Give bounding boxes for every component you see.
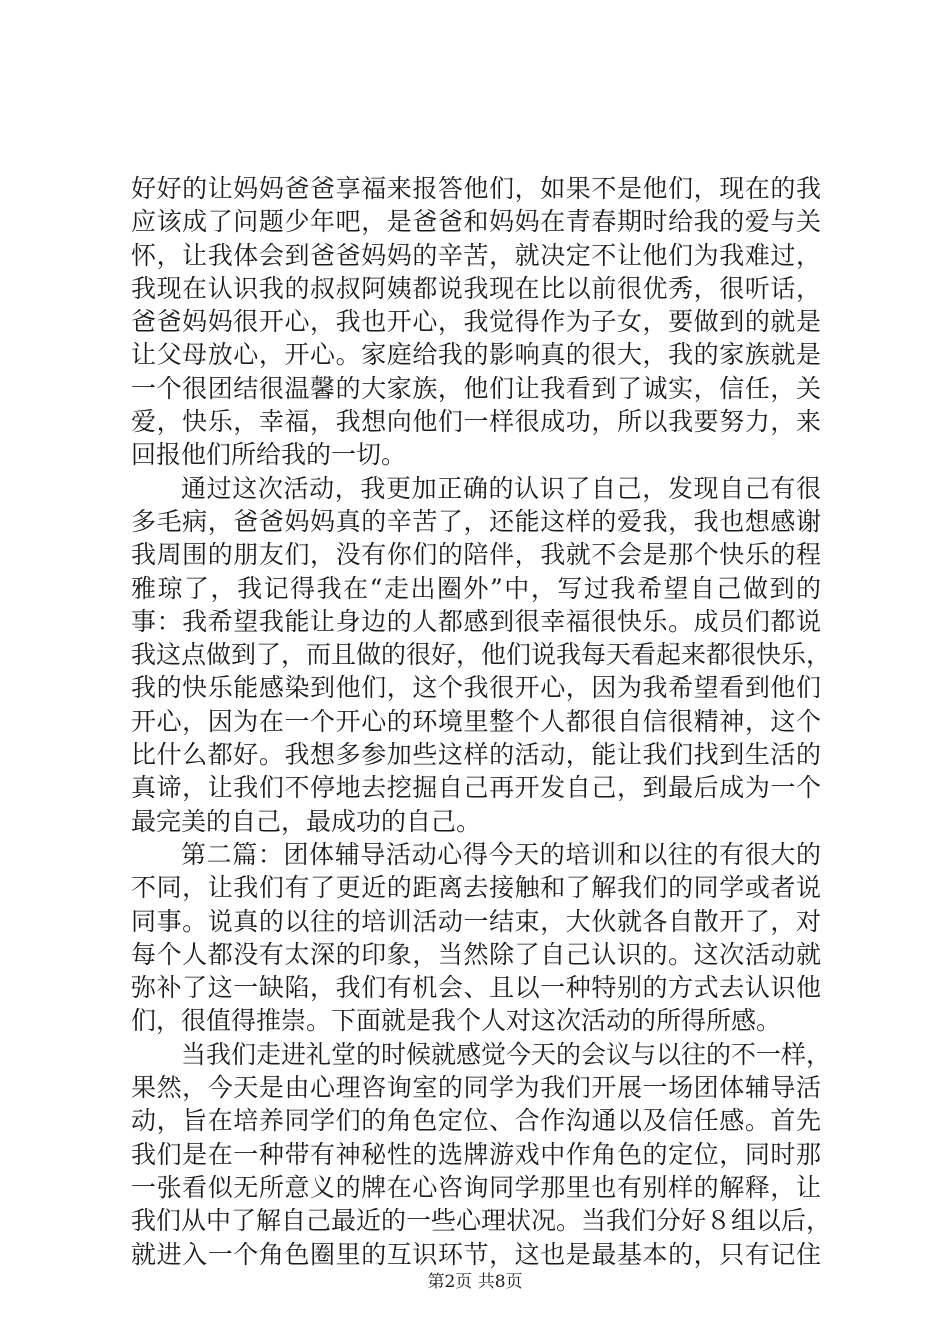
text-line: 我的快乐能感染到他们，这个我很开心，因为我希望看到他们 bbox=[131, 673, 821, 703]
page-number-footer: 第2页 共8页 bbox=[427, 1272, 523, 1292]
text-line: 一个很团结很温馨的大家族，他们让我看到了诚实，信任，关 bbox=[131, 373, 821, 403]
paragraph-1 bbox=[131, 172, 821, 472]
text-line: 我们从中了解自己最近的一些心理状况。当我们分好８组以后， bbox=[131, 1206, 832, 1236]
text-line: 一张看似无所意义的牌在心咨询同学那里也有别样的解释，让 bbox=[131, 1172, 821, 1202]
text-line: 雅琼了，我记得我在“走出圈外”中，写过我希望自己做到的 bbox=[131, 573, 821, 603]
text-line: 事：我希望我能让身边的人都感到很幸福很快乐。成员们都说 bbox=[131, 606, 821, 636]
text-line: 最完美的自己，最成功的自己。 bbox=[131, 806, 482, 836]
text-line: 同事。说真的以往的培训活动一结束，大伙就各自散开了，对 bbox=[131, 906, 821, 936]
paragraph-3 bbox=[131, 838, 821, 1038]
text-line: 爸爸妈妈很开心，我也开心，我觉得作为子女，要做到的就是 bbox=[131, 307, 821, 337]
text-line: 开心，因为在一个开心的环境里整个人都很自信很精神，这个 bbox=[131, 706, 821, 736]
paragraph-2 bbox=[131, 472, 832, 838]
text-line: 们，很值得推崇。下面就是我个人对这次活动的所得所感。 bbox=[131, 1006, 782, 1036]
text-line: 通过这次活动，我更加正确的认识了自己，发现自己有很 bbox=[181, 473, 821, 503]
text-line: 第二篇：团体辅导活动心得今天的培训和以往的有很大的 bbox=[181, 839, 821, 869]
text-line: 比什么都好。我想多参加些这样的活动，能让我们找到生活的 bbox=[131, 740, 821, 770]
document-body bbox=[131, 172, 832, 1271]
text-line: 真谛，让我们不停地去挖掘自己再开发自己，到最后成为一个 bbox=[131, 773, 821, 803]
text-line: 回报他们所给我的一切。 bbox=[131, 440, 407, 470]
text-line: 应该成了问题少年吧，是爸爸和妈妈在青春期时给我的爱与关 bbox=[131, 207, 821, 237]
text-line: 我周围的朋友们，没有你们的陪伴，我就不会是那个快乐的程 bbox=[131, 540, 821, 570]
text-line: 果然，今天是由心理咨询室的同学为我们开展一场团体辅导活 bbox=[131, 1073, 821, 1103]
text-line: 不同，让我们有了更近的距离去接触和了解我们的同学或者说 bbox=[131, 873, 821, 903]
text-line: 怀，让我体会到爸爸妈妈的辛苦，就决定不让他们为我难过， bbox=[131, 240, 821, 270]
text-line: 好好的让妈妈爸爸享福来报答他们，如果不是他们，现在的我 bbox=[131, 174, 821, 203]
text-line: 当我们走进礼堂的时候就感觉今天的会议与以往的不一样， bbox=[181, 1039, 832, 1069]
text-line: 每个人都没有太深的印象，当然除了自己认识的。这次活动就 bbox=[131, 939, 821, 969]
text-line: 我这点做到了，而且做的很好，他们说我每天看起来都很快乐， bbox=[131, 640, 832, 670]
text-line: 弥补了这一缺陷，我们有机会、且以一种特别的方式去认识他 bbox=[131, 973, 821, 1003]
text-line: 让父母放心，开心。家庭给我的影响真的很大，我的家族就是 bbox=[131, 340, 821, 370]
text-line: 爱，快乐，幸福，我想向他们一样很成功，所以我要努力，来 bbox=[131, 407, 821, 437]
text-line: 就进入一个角色圈里的互识环节，这也是最基本的，只有记住 bbox=[131, 1239, 821, 1269]
text-line: 我现在认识我的叔叔阿姨都说我现在比以前很优秀，很听话， bbox=[131, 273, 821, 303]
text-line: 多毛病，爸爸妈妈真的辛苦了，还能这样的爱我，我也想感谢 bbox=[131, 506, 821, 536]
paragraph-4 bbox=[131, 1038, 832, 1271]
text-line: 我们是在一种带有神秘性的选牌游戏中作角色的定位，同时那 bbox=[131, 1139, 821, 1169]
text-line: 动，旨在培养同学们的角色定位、合作沟通以及信任感。首先 bbox=[131, 1106, 821, 1136]
